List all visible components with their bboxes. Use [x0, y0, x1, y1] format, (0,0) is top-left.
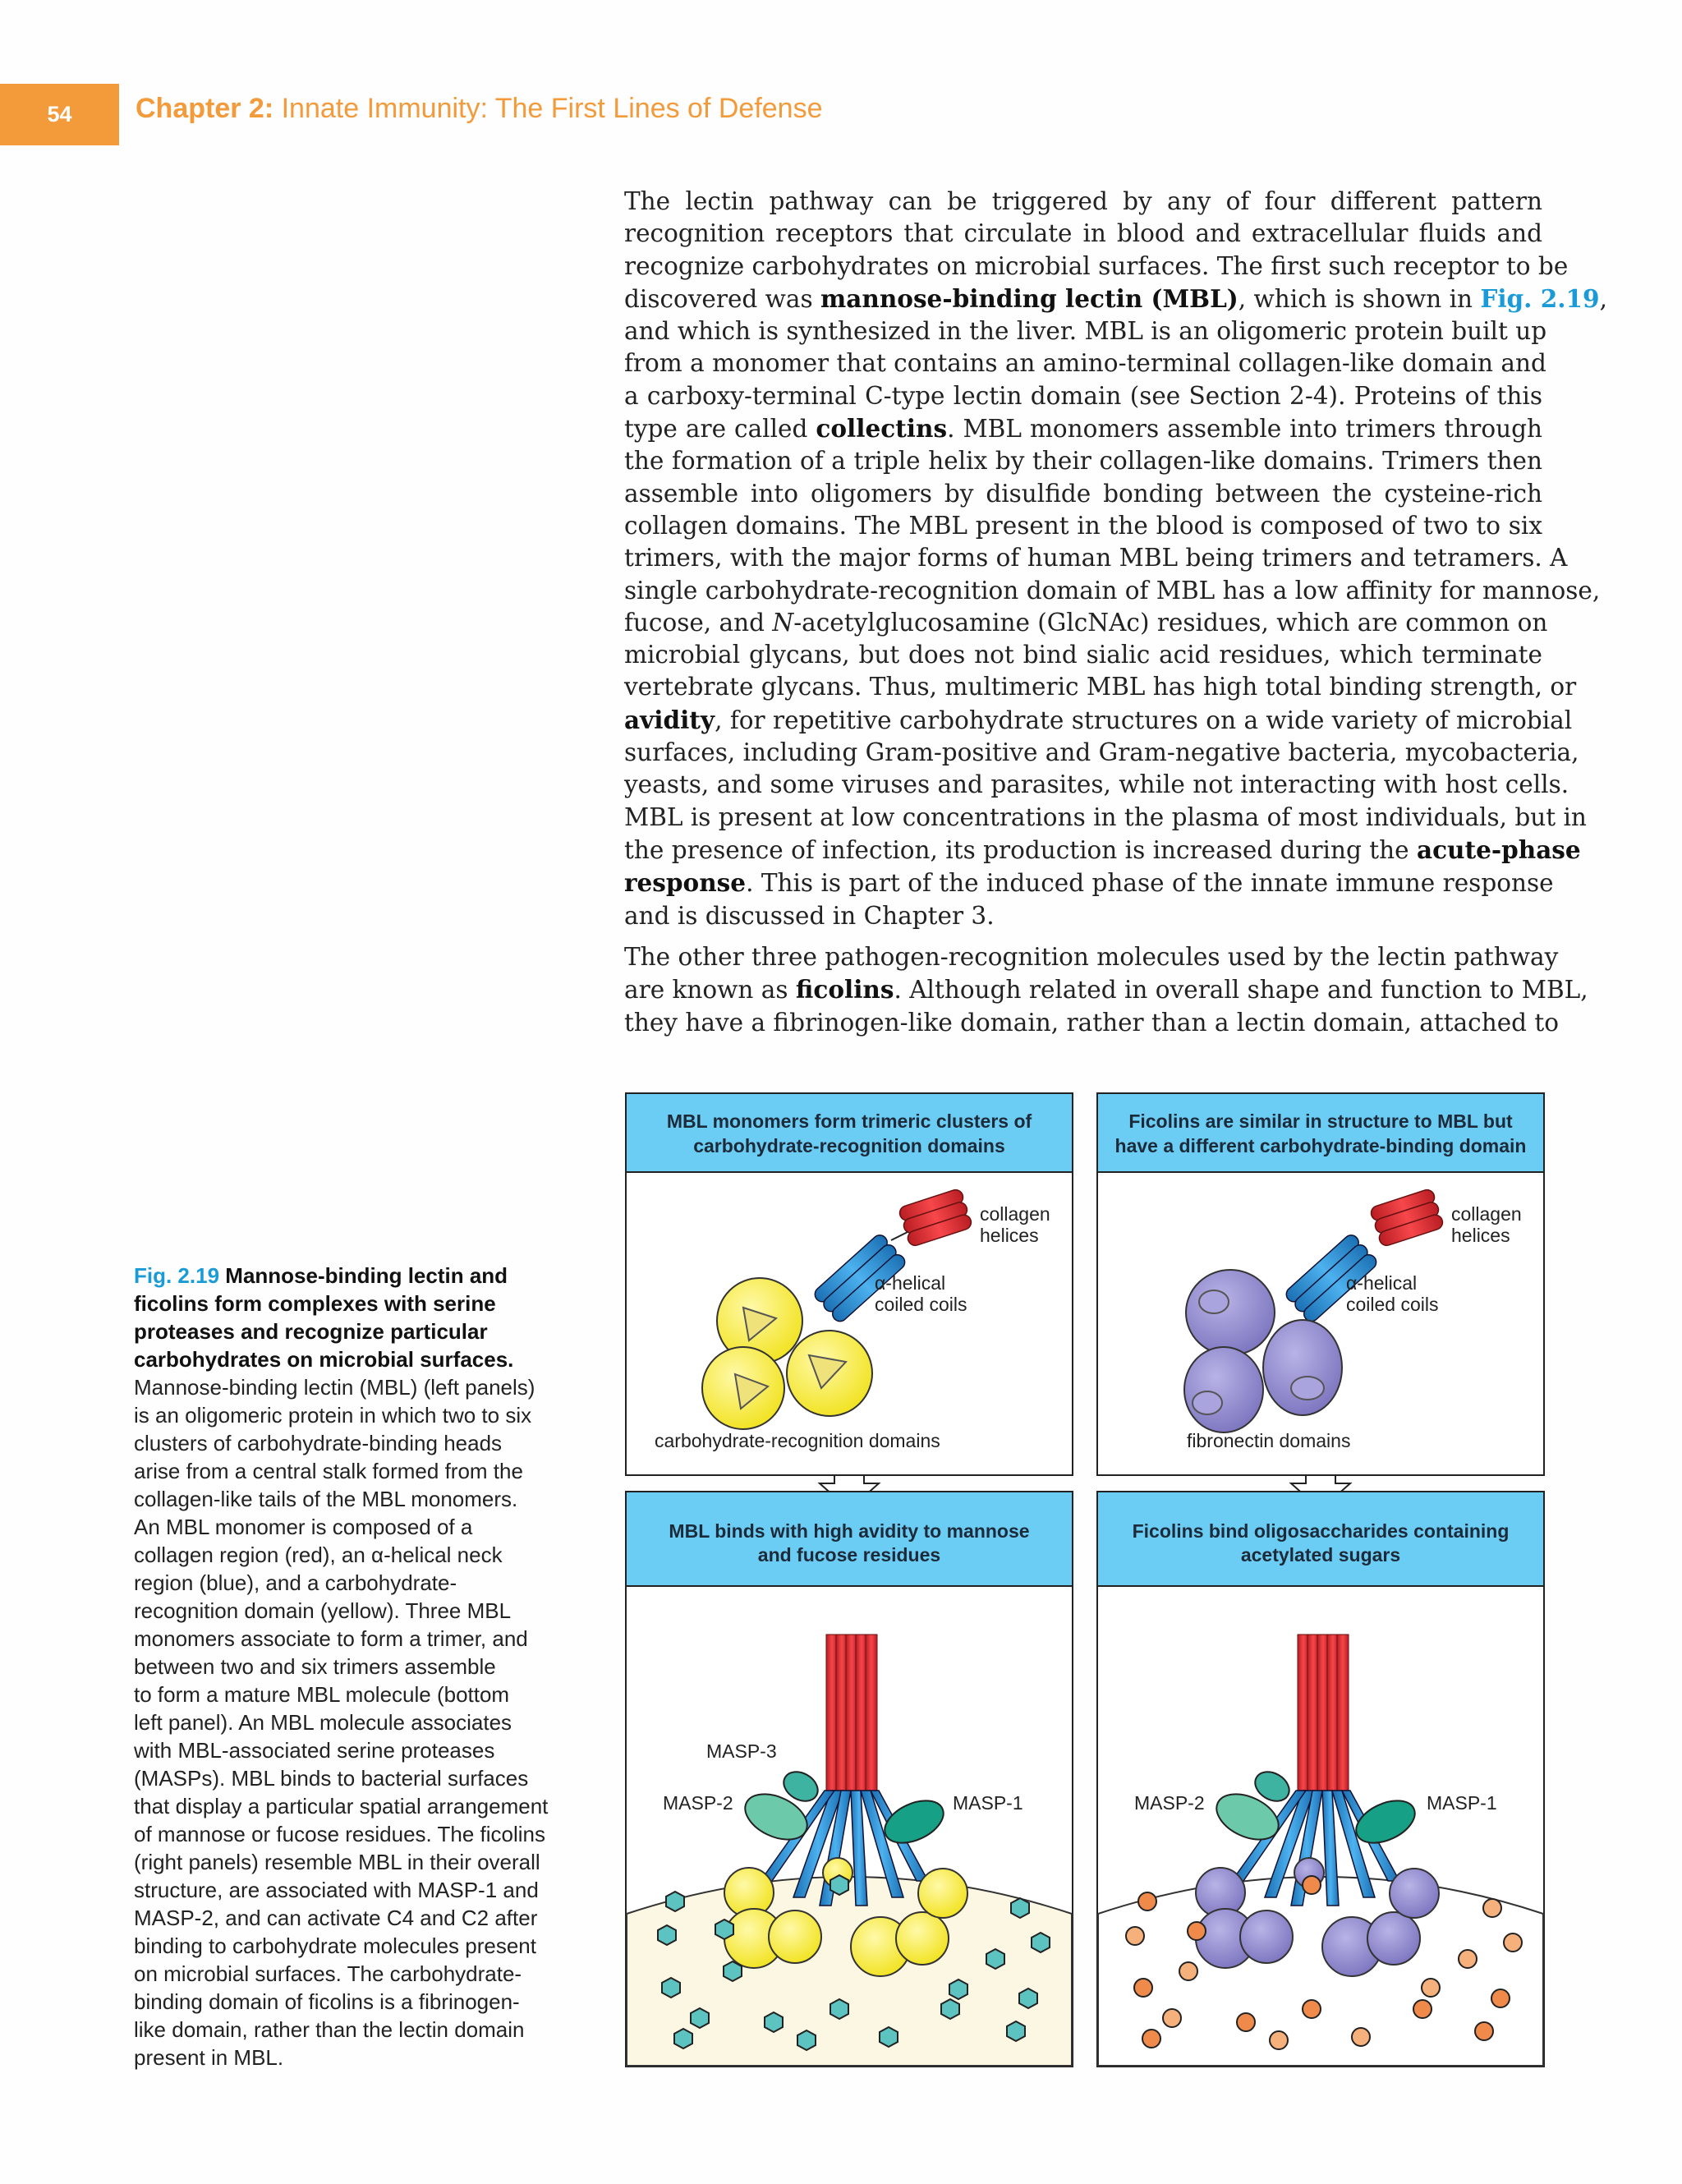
text-line: yeasts, and some viruses and parasites, while not interacting with host cells.: [624, 770, 1569, 799]
panel-title-line2: acetylated sugars: [1240, 1544, 1401, 1566]
text-line: a carboxy-terminal C-type lectin domain (see Section 2-4). Proteins of this: [624, 381, 1542, 410]
italic-term: N: [772, 608, 794, 637]
masp-2-label: MASP-2: [663, 1792, 733, 1814]
text-line: single carbohydrate-recognition domain of MBL has a low affinity for mannose,: [624, 576, 1601, 605]
text-line: the presence of infection, its production is increased during the acute-phase: [624, 835, 1581, 864]
text-line: assemble into oligomers by disulfide bonding between the cysteine-rich: [624, 479, 1542, 508]
text-line: MBL is present at low concentrations in the plasma of most individuals, but in: [624, 802, 1587, 831]
masp-3-label: MASP-3: [706, 1740, 777, 1762]
text-line: discovered was mannose-binding lectin (MBL), which is shown in Fig. 2.19,: [624, 283, 1607, 313]
collagen-stalk: [1298, 1635, 1349, 1791]
text-line: The other three pathogen-recognition molecules used by the lectin pathway: [624, 943, 1559, 971]
text-line: and is discussed in Chapter 3.: [624, 901, 995, 930]
crd-label: carbohydrate-recognition domains: [655, 1430, 940, 1451]
bold-term: response: [624, 868, 747, 898]
text-line: from a monomer that contains an amino-terminal collagen-like domain and: [624, 349, 1546, 378]
panel-bottom-left: [626, 1492, 1073, 2067]
figure-reference-link[interactable]: Fig. 2.19: [1480, 283, 1600, 313]
collagen-label-2: helices: [980, 1225, 1039, 1246]
caption-line: MASP-2, and can activate C4 and C2 after: [134, 1906, 538, 1930]
chapter-title: Innate Immunity: The First Lines of Defense: [281, 93, 823, 124]
panel-top-left: [626, 1093, 1073, 1475]
panel-title-line1: Ficolins are similar in structure to MBL but: [1128, 1110, 1513, 1132]
caption-line: (MASPs). MBL binds to bacterial surfaces: [134, 1766, 529, 1791]
caption-line: structure, are associated with MASP-1 and: [134, 1878, 539, 1902]
caption-line: that display a particular spatial arrangement: [134, 1794, 549, 1818]
bold-term: carbohydrates on microbial surfaces.: [134, 1347, 514, 1372]
bold-term: avidity: [624, 705, 715, 734]
panel-title-line2: carbohydrate-recognition domains: [693, 1135, 1005, 1156]
collagen-label-2: helices: [1451, 1225, 1510, 1246]
caption-line: An MBL monomer is composed of a: [134, 1515, 473, 1539]
caption-line: collagen region (red), an α-helical neck: [134, 1543, 503, 1567]
caption-line: region (blue), and a carbohydrate-: [134, 1570, 457, 1595]
masp-2-label: MASP-2: [1134, 1792, 1205, 1814]
collagen-label-1: collagen: [1451, 1203, 1522, 1225]
fibronectin-label: fibronectin domains: [1187, 1430, 1351, 1451]
text-line: surfaces, including Gram-positive and Gram-negative bacteria, mycobacteria,: [624, 738, 1579, 767]
text-line: recognition receptors that circulate in blood and extracellular fluids and: [624, 219, 1542, 248]
text-line: they have a fibrinogen-like domain, rather than a lectin domain, attached to: [624, 1008, 1560, 1037]
panel-title-line2: have a different carbohydrate-binding domain: [1114, 1135, 1527, 1156]
alpha-helical-label-1: α-helical: [1346, 1272, 1418, 1294]
caption-line: with MBL-associated serine proteases: [134, 1738, 495, 1763]
caption-line: present in MBL.: [134, 2045, 284, 2070]
bold-term: Mannose-binding lectin and: [225, 1263, 508, 1288]
panel-title-line2: and fucose residues: [757, 1544, 941, 1566]
page-number: 54: [0, 84, 119, 145]
bold-term: collectins: [816, 414, 948, 444]
bold-term: proteases and recognize particular: [134, 1319, 488, 1344]
caption-line: arise from a central stalk formed from the: [134, 1459, 523, 1483]
text-line: The lectin pathway can be triggered by any of four different pattern: [624, 187, 1542, 215]
caption-line: Mannose-binding lectin (MBL) (left panels): [134, 1375, 535, 1400]
caption-line: to form a mature MBL molecule (bottom: [134, 1682, 510, 1707]
panel-title-line1: Ficolins bind oligosaccharides containing: [1132, 1520, 1510, 1542]
caption-line: is an oligomeric protein in which two to six: [134, 1403, 532, 1428]
panel-title-line1: MBL monomers form trimeric clusters of: [666, 1110, 1032, 1132]
masp-1-label: MASP-1: [1427, 1792, 1497, 1814]
caption-line: left panel). An MBL molecule associates: [134, 1710, 512, 1735]
collagen-label-1: collagen: [980, 1203, 1050, 1225]
text-line: response. This is part of the induced phase of the innate immune response: [624, 868, 1554, 898]
text-line: the formation of a triple helix by their collagen-like domains. Trimers then: [624, 447, 1542, 476]
text-line: trimers, with the major forms of human MBL being trimers and tetramers. A: [624, 544, 1568, 572]
text-line: recognize carbohydrates on microbial surfaces. The first such receptor to be: [624, 251, 1569, 280]
panel-header: [626, 1093, 1073, 1172]
chapter-label: Chapter 2:: [136, 93, 274, 124]
text-line: collagen domains. The MBL present in the blood is composed of two to six: [624, 511, 1542, 540]
alpha-helical-label-2: coiled coils: [1346, 1294, 1439, 1315]
panel-header: [1097, 1093, 1544, 1172]
bold-term: ficolins form complexes with serine: [134, 1291, 496, 1316]
bold-term: acute-phase: [1416, 835, 1581, 864]
caption-line: like domain, rather than the lectin domain: [134, 2017, 525, 2042]
caption-line: binding to carbohydrate molecules present: [134, 1933, 536, 1958]
text-line: are known as ficolins. Although related in overall shape and function to MBL,: [624, 975, 1588, 1005]
text-line: vertebrate glycans. Thus, multimeric MBL has high total binding strength, or: [624, 673, 1577, 701]
caption-line: collagen-like tails of the MBL monomers.: [134, 1487, 518, 1511]
bold-term: mannose-binding lectin (MBL): [820, 283, 1239, 313]
panel-title-line1: MBL binds with high avidity to mannose: [669, 1520, 1030, 1542]
caption-line: clusters of carbohydrate-binding heads: [134, 1431, 503, 1455]
text-line: fucose, and N-acetylglucosamine (GlcNAc) residues, which are common on: [624, 608, 1548, 637]
caption-line: between two and six trimers assemble: [134, 1654, 496, 1679]
caption-line: monomers associate to form a trimer, and: [134, 1626, 528, 1651]
text-line: type are called collectins. MBL monomers assemble into trimers through: [624, 414, 1542, 444]
bold-term: ficolins: [795, 975, 894, 1005]
text-line: and which is synthesized in the liver. MBL is an oligomeric protein built up: [624, 317, 1547, 346]
caption-line: of mannose or fucose residues. The ficolins: [134, 1822, 546, 1846]
caption-line: on microbial surfaces. The carbohydrate-: [134, 1961, 522, 1986]
microbial-surface: [627, 1877, 1072, 2066]
text-line: avidity, for repetitive carbohydrate structures on a wide variety of microbial: [624, 705, 1573, 734]
caption-line: recognition domain (yellow). Three MBL: [134, 1598, 512, 1623]
text-line: microbial glycans, but does not bind sialic acid residues, which terminate: [624, 641, 1542, 669]
collagen-stalk: [826, 1635, 877, 1791]
alpha-helical-label-2: coiled coils: [875, 1294, 967, 1315]
figure-number: Fig. 2.19: [134, 1263, 220, 1288]
alpha-helical-label-1: α-helical: [875, 1272, 946, 1294]
caption-line: (right panels) resemble MBL in their overall: [134, 1850, 540, 1874]
panel-bottom-right: [1097, 1492, 1544, 2067]
caption-line: binding domain of ficolins is a fibrinogen-: [134, 1989, 520, 2014]
panel-top-right: [1097, 1093, 1544, 1475]
masp-1-label: MASP-1: [953, 1792, 1023, 1814]
